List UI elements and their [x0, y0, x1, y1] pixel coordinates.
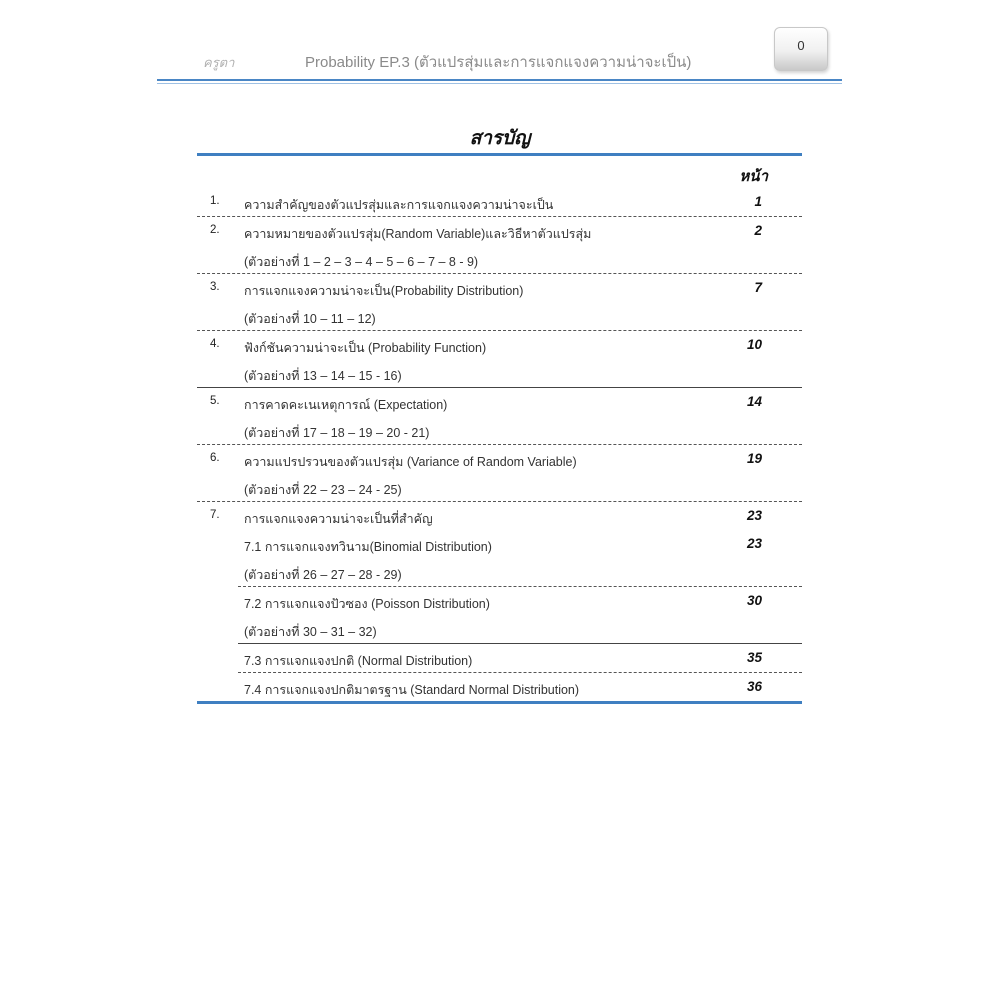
- entry-page: 1: [754, 194, 762, 209]
- subentry-page: 30: [746, 593, 762, 608]
- entry-title: ความแปรปรวนของตัวแปรสุ่ม (Variance of Random Variable): [244, 455, 577, 469]
- page-column-header: [197, 156, 802, 188]
- entry-examples: (ตัวอย่างที่ 1 – 2 – 3 – 4 – 5 – 6 – 7 – 8 - 9): [244, 255, 479, 269]
- entry-page: 2: [754, 223, 762, 238]
- entry-number: 7.: [210, 509, 220, 521]
- subentry-examples: (ตัวอย่างที่ 26 – 27 – 28 - 29): [244, 568, 402, 582]
- subentry-page: 23: [746, 536, 762, 551]
- entry-number: 4.: [210, 338, 220, 350]
- entry-page: 14: [746, 394, 762, 409]
- subentry-title: 7.1 การแจกแจงทวินาม(Binomial Distribution): [244, 540, 492, 554]
- toc-table: [197, 153, 802, 704]
- entry-number: 1.: [210, 195, 220, 207]
- toc-entry[interactable]: [197, 274, 802, 331]
- entry-number: 3.: [210, 281, 220, 293]
- toc-entry[interactable]: [197, 502, 802, 701]
- entry-title: การคาดคะเนเหตุการณ์ (Expectation): [244, 398, 448, 412]
- subentry-title: 7.4 การแจกแจงปกติมาตรฐาน (Standard Normal Distribution): [244, 683, 580, 697]
- toc-bottom-rule: [197, 701, 802, 704]
- toc-subentry[interactable]: [197, 587, 802, 643]
- toc-entry[interactable]: [197, 217, 802, 274]
- subentry-page: 36: [746, 679, 762, 694]
- entry-examples: (ตัวอย่างที่ 13 – 14 – 15 - 16): [244, 369, 402, 383]
- entry-number: 5.: [210, 395, 220, 407]
- entry-title: การแจกแจงความน่าจะเป็นที่สำคัญ: [244, 512, 433, 526]
- toc-entry[interactable]: [197, 445, 802, 502]
- toc-entry[interactable]: [197, 331, 802, 388]
- entry-page: 10: [746, 337, 762, 352]
- entry-number: 6.: [210, 452, 220, 464]
- entry-examples: (ตัวอย่างที่ 22 – 23 – 24 - 25): [244, 483, 402, 497]
- entry-title: การแจกแจงความน่าจะเป็น(Probability Distribution): [244, 284, 524, 298]
- entry-page: 23: [746, 508, 762, 523]
- entry-title: ความสำคัญของตัวแปรสุ่มและการแจกแจงความน่าจะเป็น: [244, 198, 554, 212]
- toc-heading: สารบัญ: [469, 128, 531, 149]
- header-rule: [157, 79, 842, 84]
- toc-subentry[interactable]: [197, 530, 802, 586]
- entry-examples: (ตัวอย่างที่ 10 – 11 – 12): [244, 312, 376, 326]
- page-column-label: หน้า: [739, 168, 768, 185]
- entry-title: ฟังก์ชันความน่าจะเป็น (Probability Function): [244, 341, 487, 355]
- subentry-title: 7.3 การแจกแจงปกติ (Normal Distribution): [244, 654, 473, 668]
- subentry-examples: (ตัวอย่างที่ 30 – 31 – 32): [244, 625, 377, 639]
- toc-entry[interactable]: [197, 388, 802, 445]
- page-number-badge: 0: [774, 27, 828, 71]
- subentry-title: 7.2 การแจกแจงปัวซอง (Poisson Distribution): [244, 597, 490, 611]
- toc-subentry[interactable]: [197, 673, 802, 701]
- subentry-page: 35: [746, 650, 762, 665]
- header-author: ครูตา: [203, 55, 235, 70]
- header-title: Probability EP.3 (ตัวแปรสุ่มและการแจกแจงความน่าจะเป็น): [305, 54, 692, 71]
- entry-title: ความหมายของตัวแปรสุ่ม(Random Variable)และวิธีหาตัวแปรสุ่ม: [244, 227, 592, 241]
- entry-page: 19: [746, 451, 762, 466]
- toc-subentry[interactable]: [197, 644, 802, 672]
- entry-examples: (ตัวอย่างที่ 17 – 18 – 19 – 20 - 21): [244, 426, 430, 440]
- entry-page: 7: [754, 280, 762, 295]
- entry-number: 2.: [210, 224, 220, 236]
- toc-entry[interactable]: [197, 188, 802, 217]
